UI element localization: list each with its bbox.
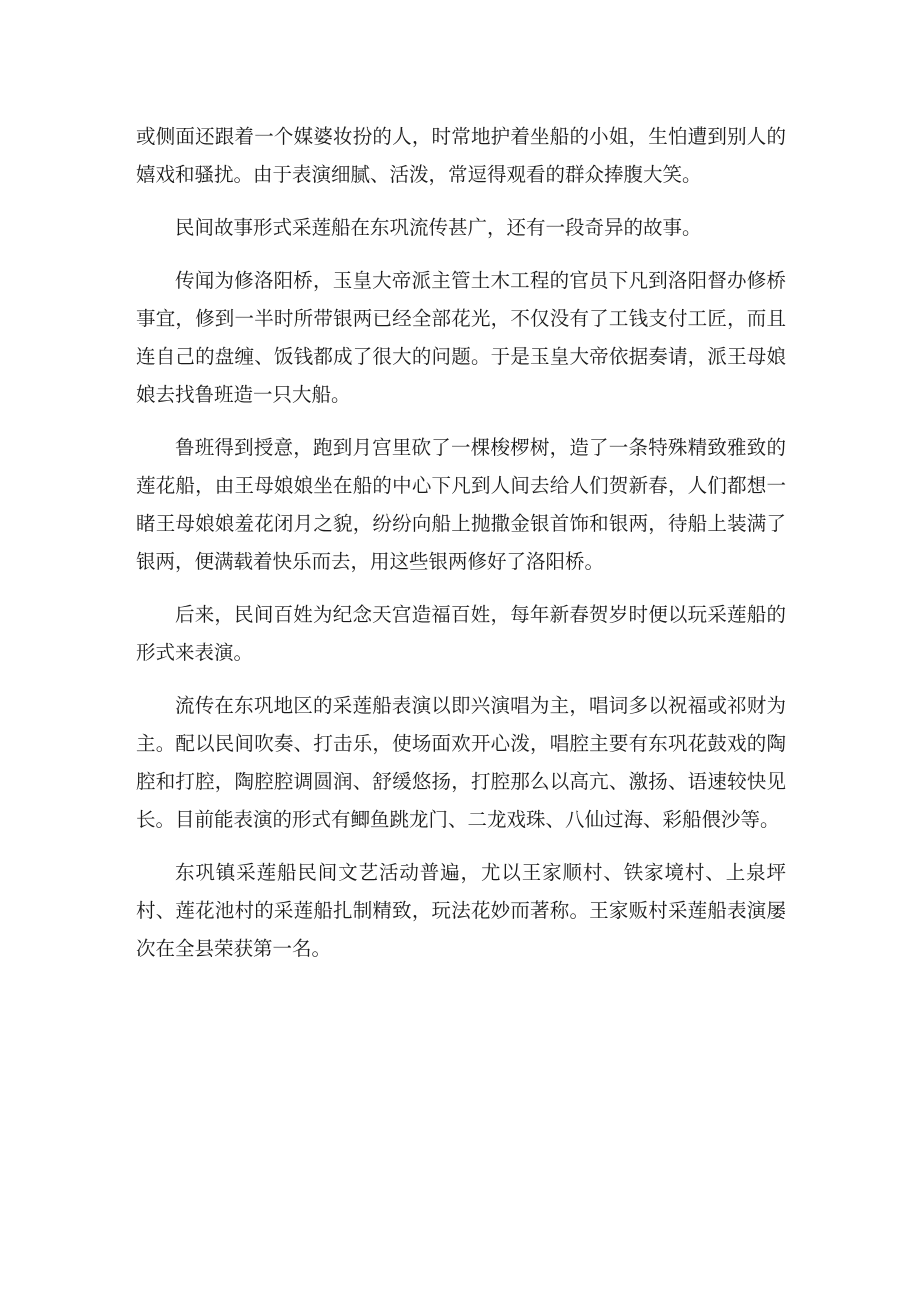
paragraph-4: 鲁班得到授意，跑到月宫里砍了一棵梭椤树，造了一条特殊精致雅致的莲花船，由王母娘娘坐在船的中心下凡到人间去给人们贺新春，人们都想一睹王母娘娘羞花闭月之貌，纷纷向船上抛撒金银首饰和银两，待船上装满了银两，便满载着快乐而去，用这些银两修好了洛阳桥。 (136, 436, 786, 573)
paragraph-3: 传闻为修洛阳桥，玉皇大帝派主管土木工程的官员下凡到洛阳督办修桥事宜，修到一半时所带银两已经全部花光，不仅没有了工钱支付工匠，而且连自己的盘缠、饭钱都成了很大的问题。于是玉皇大帝依据奏请，派王母娘娘去找鲁班造一只大船。 (136, 269, 786, 406)
paragraph-7: 东巩镇采莲船民间文艺活动普遍，尤以王家顺村、铁家境村、上泉坪村、莲花池村的采莲船扎制精致，玩法花妙而著称。王家贩村采莲船表演屡次在全县荣获第一名。 (136, 861, 786, 960)
document-body (136, 118, 786, 983)
paragraph-1: 或侧面还跟着一个媒婆妆扮的人，时常地护着坐船的小姐，生怕遭到别人的嬉戏和骚扰。由于表演细腻、活泼，常逗得观看的群众捧腹大笑。 (136, 125, 786, 186)
paragraph-6: 流传在东巩地区的采莲船表演以即兴演唱为主，唱词多以祝福或祁财为主。配以民间吹奏、打击乐，使场面欢开心泼，唱腔主要有东巩花鼓戏的陶腔和打腔，陶腔腔调圆润、舒缓悠扬，打腔那么以高亢、激扬、语速较快见长。目前能表演的形式有鲫鱼跳龙门、二龙戏珠、八仙过海、彩船偎沙等。 (136, 694, 786, 831)
paragraph-5: 后来，民间百姓为纪念天宫造福百姓，每年新春贺岁时便以玩采莲船的形式来表演。 (136, 603, 786, 664)
paragraph-2: 民间故事形式采莲船在东巩流传甚广，还有一段奇异的故事。 (175, 216, 702, 239)
